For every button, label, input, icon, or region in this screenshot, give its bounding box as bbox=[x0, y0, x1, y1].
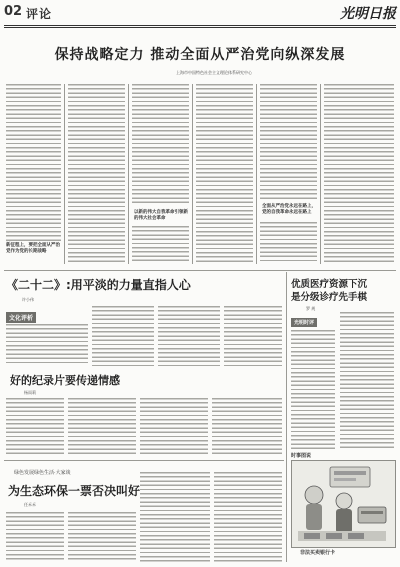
lead-column-5b bbox=[260, 222, 317, 264]
pull-quote-left: 新征程上，要把全面从严治党作为党的长期战略 bbox=[6, 243, 60, 254]
section-title: 评论 bbox=[26, 7, 53, 21]
article-2-column-tag: 文化评析 bbox=[6, 312, 36, 323]
lead-column-4 bbox=[196, 84, 253, 264]
header-rule-thin bbox=[4, 27, 396, 28]
masthead-logo: 光明日报 bbox=[340, 6, 396, 22]
editorial-cartoon bbox=[291, 460, 396, 548]
article-3-column-3 bbox=[140, 398, 208, 456]
section-divider bbox=[4, 270, 396, 271]
column-divider bbox=[256, 84, 257, 264]
article-4-author: 任禾禾 bbox=[24, 502, 36, 507]
lead-column-6 bbox=[324, 84, 394, 264]
article-2-column-2 bbox=[92, 306, 154, 366]
article-4-column-3 bbox=[140, 472, 210, 562]
article-3-author: 杨雨莉 bbox=[24, 390, 36, 395]
article-4-column-tag: 绿色发展绿色生活·大家谈 bbox=[14, 470, 71, 476]
article-2-column-1 bbox=[6, 324, 88, 366]
article-3-column-1 bbox=[6, 398, 64, 456]
cartoon-caption: 非法买卖银行卡 bbox=[300, 550, 336, 556]
column-divider bbox=[320, 84, 321, 264]
article-5-column-2 bbox=[340, 312, 394, 450]
page-number: 02 bbox=[4, 4, 23, 19]
article-4-column-1 bbox=[6, 512, 64, 562]
lead-byline: 上海市中国特色社会主义理论体系研究中心 bbox=[176, 70, 252, 75]
article-5-author: 罗 规 bbox=[306, 306, 316, 311]
article-5-column-1 bbox=[291, 330, 335, 450]
lead-column-3b bbox=[132, 226, 189, 264]
lead-column-3 bbox=[132, 84, 189, 204]
column-divider bbox=[128, 84, 129, 264]
pull-quote-right: 全面从严治党永远在路上，党的自我革命永远在路上 bbox=[262, 204, 316, 215]
page-header bbox=[4, 4, 396, 26]
pull-quote-center: 以新的伟大自我革命引领新的伟大社会革命 bbox=[134, 210, 188, 221]
cartoon-illustration-icon bbox=[292, 461, 395, 547]
article-3-column-2 bbox=[68, 398, 136, 456]
lead-headline: 保持战略定力 推动全面从严治党向纵深发展 bbox=[54, 47, 346, 63]
article-5-headline-line-1: 优质医疗资源下沉 bbox=[291, 279, 368, 290]
article-5-column-tag: 光明时评 bbox=[291, 318, 317, 327]
article-2-author: 许小伟 bbox=[22, 297, 34, 302]
header-rule bbox=[4, 25, 396, 26]
article-2-column-4 bbox=[224, 306, 282, 366]
lead-column-5 bbox=[260, 84, 317, 199]
column-divider bbox=[192, 84, 193, 264]
article-5-headline-line-2: 是分级诊疗先手棋 bbox=[291, 292, 368, 303]
right-rail-divider bbox=[286, 272, 287, 562]
article-4-headline: 为生态环保一票否决叫好 bbox=[8, 484, 141, 498]
article-4-column-4 bbox=[214, 472, 282, 562]
lead-column-1 bbox=[6, 84, 61, 242]
column-divider bbox=[64, 84, 65, 264]
article-2-column-3 bbox=[158, 306, 220, 366]
article-2-headline: 《二十二》:用平淡的力量直指人心 bbox=[6, 278, 191, 292]
section-divider bbox=[4, 460, 284, 461]
lead-column-2 bbox=[68, 84, 125, 264]
article-3-column-4 bbox=[212, 398, 282, 456]
article-3-headline: 好的纪录片要传递情感 bbox=[10, 374, 120, 387]
article-4-column-2 bbox=[68, 512, 136, 562]
cartoon-column-tag: 时事图说 bbox=[291, 453, 312, 459]
